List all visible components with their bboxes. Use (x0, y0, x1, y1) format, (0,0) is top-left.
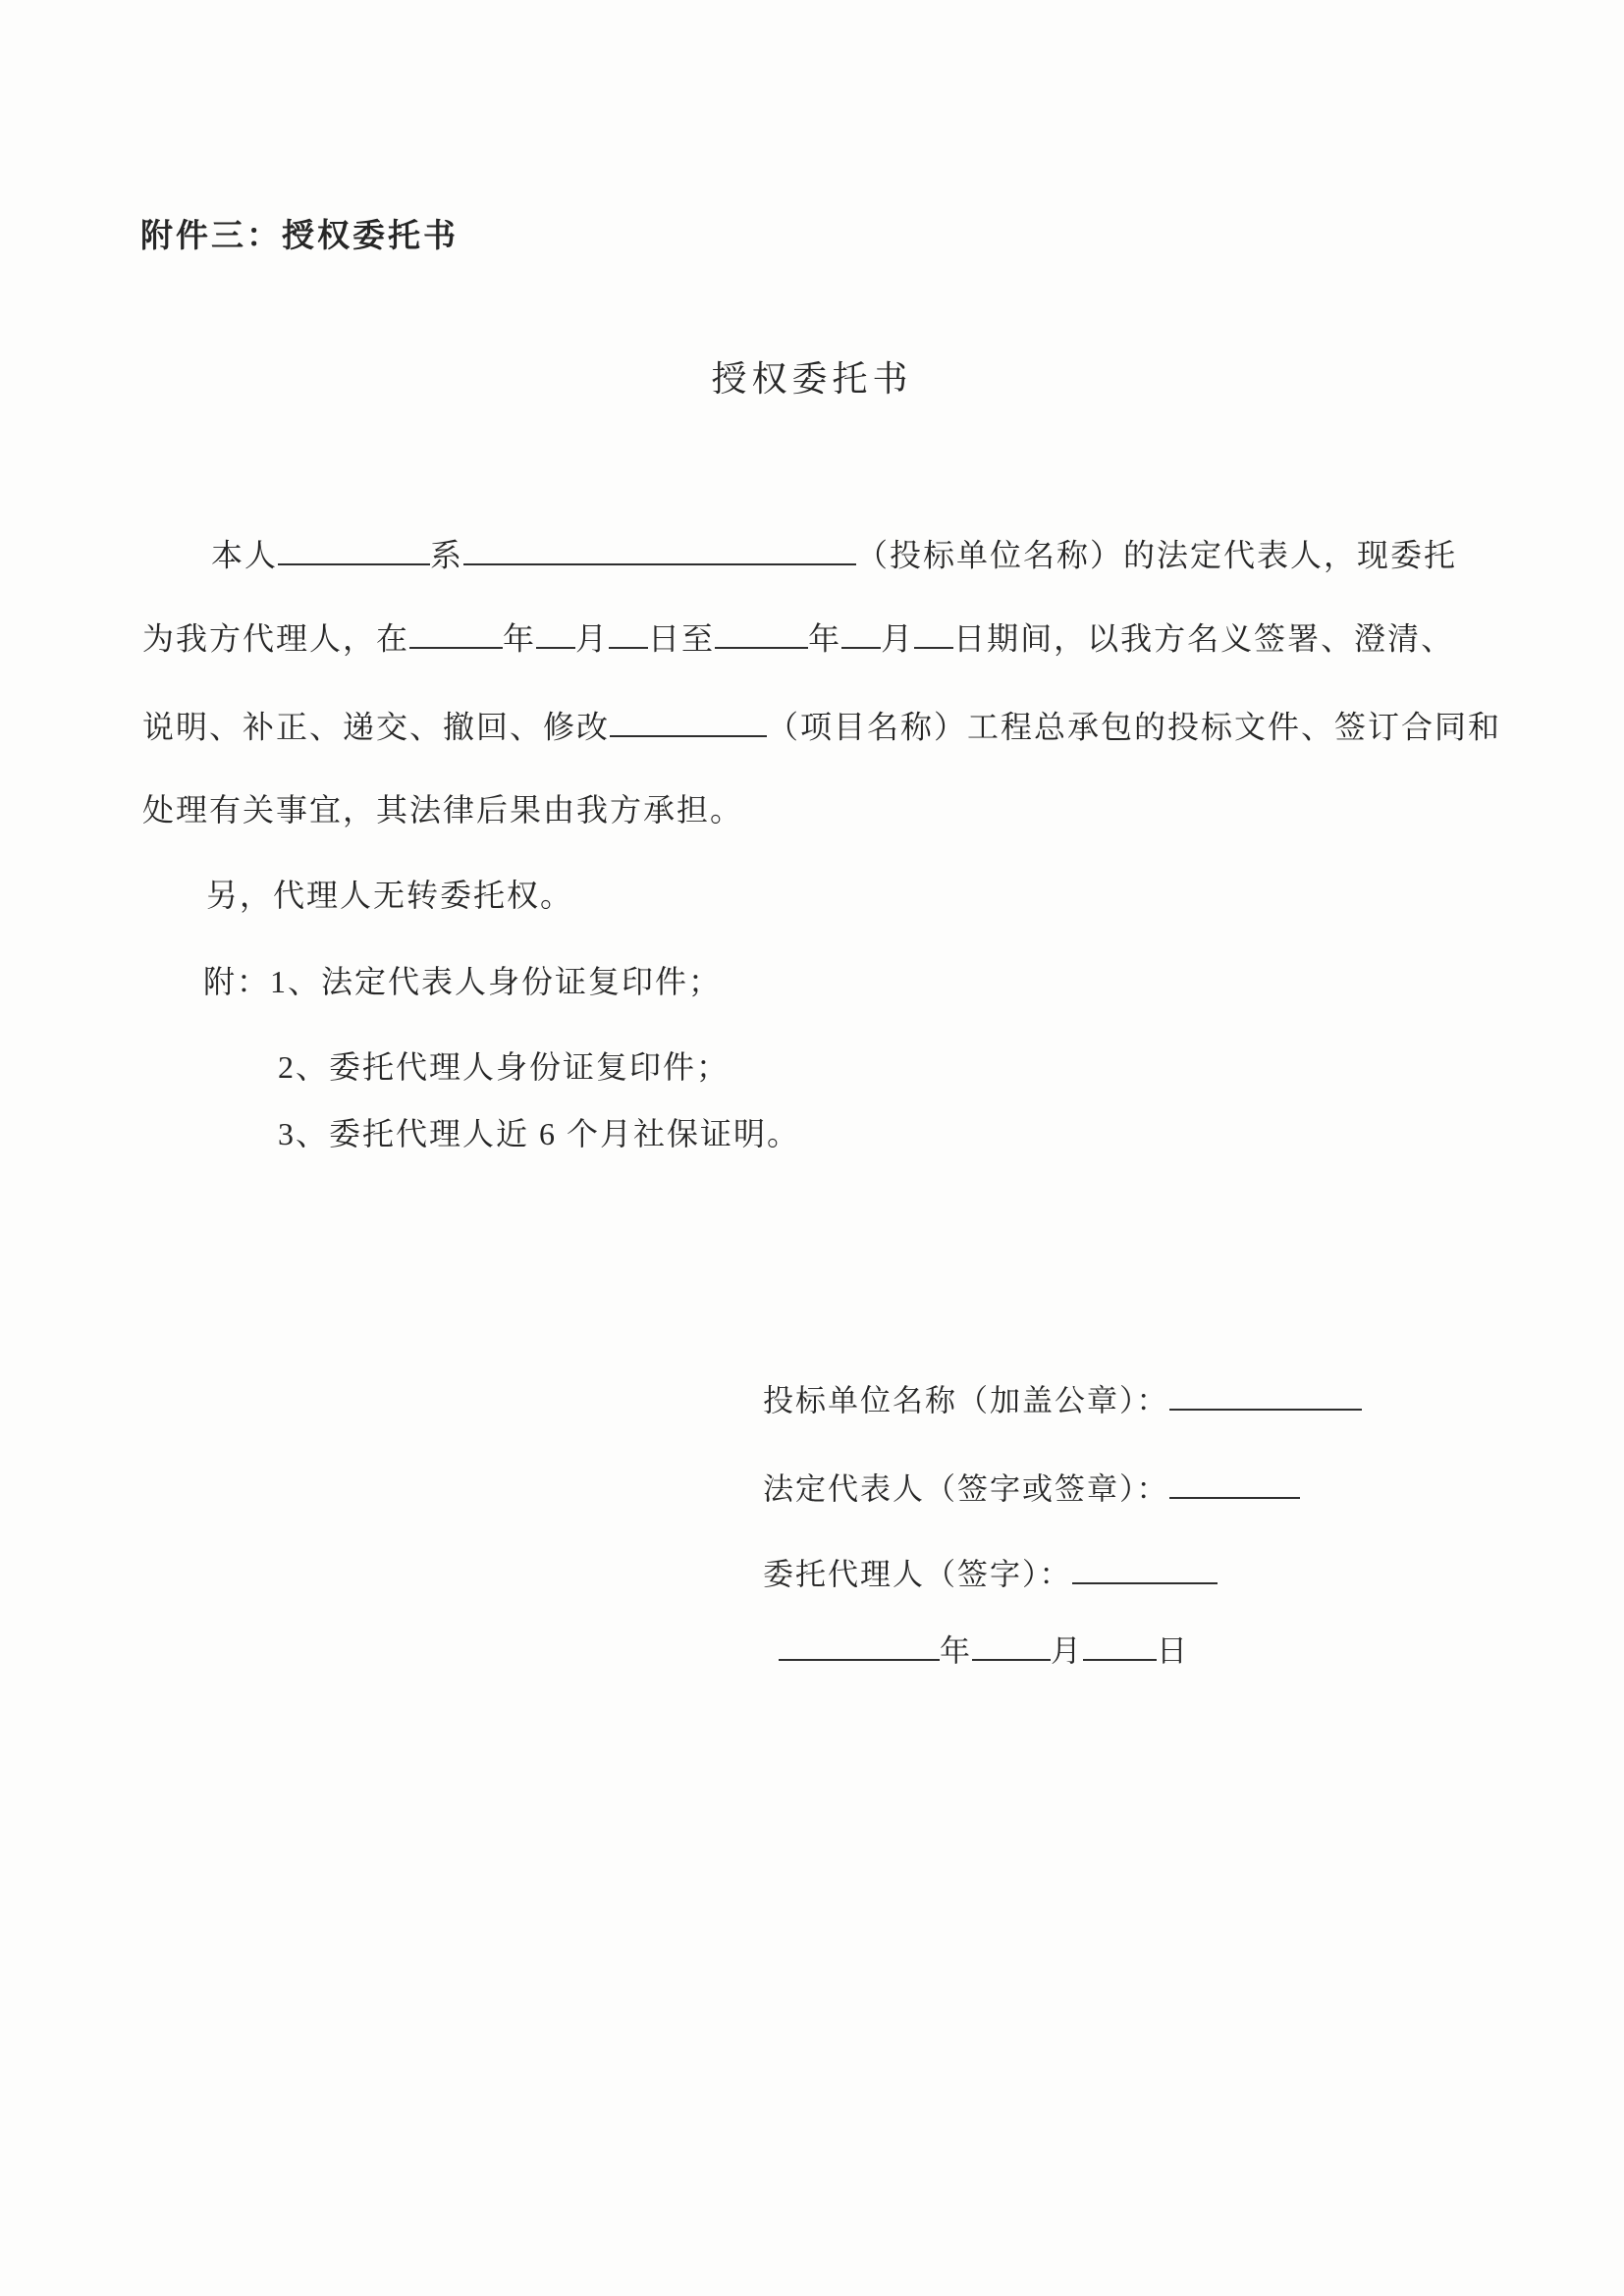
text-date-day: 日 (1157, 1633, 1189, 1669)
text-agent-label: 委托代理人（签字）： (763, 1557, 1072, 1592)
signature-agent-line (763, 1554, 1218, 1592)
blank-start-month (536, 617, 575, 649)
text-bidder-label: 投标单位名称（加盖公章）： (763, 1383, 1169, 1418)
body-line-5 (206, 880, 573, 911)
blank-start-day (609, 617, 648, 649)
blank-end-year (715, 617, 808, 649)
signature-legal-rep-line (763, 1468, 1300, 1507)
text-actions: 说明、补正、递交、撤回、修改 (142, 709, 611, 745)
text-legal-rep-label: 法定代表人（签字或签章）： (763, 1471, 1169, 1507)
text-month2: 月 (881, 620, 915, 657)
text-attachment-2: 2、委托代理人身份证复印件； (278, 1049, 731, 1085)
signature-date-line (779, 1630, 1189, 1669)
body-line-3 (142, 706, 1502, 745)
text-period: 日期间，以我方名义签署、澄清、 (953, 620, 1455, 657)
blank-date-year (779, 1630, 940, 1661)
blank-principal-name (278, 534, 430, 565)
blank-project-name (610, 706, 767, 737)
text-agent-intro: 为我方代理人，在 (142, 620, 410, 657)
attachment-item-2 (278, 1051, 730, 1083)
text-project: （项目名称）工程总承包的投标文件、签订合同和 (767, 709, 1502, 745)
text-closing: 处理有关事宜，其法律后果由我方承担。 (142, 792, 744, 828)
text-day-to: 日至 (648, 620, 716, 657)
blank-company-name (463, 534, 856, 565)
text-attachment-3: 3、委托代理人近 6 个月社保证明。 (278, 1116, 801, 1151)
blank-end-month (841, 617, 881, 649)
blank-agent-signature (1072, 1554, 1218, 1584)
text-year2: 年 (808, 620, 842, 657)
attachment-heading: 附件三：授权委托书 (140, 219, 459, 254)
blank-start-year (409, 617, 503, 649)
blank-date-day (1083, 1630, 1157, 1661)
text-month1: 月 (575, 620, 610, 657)
body-line-1 (211, 534, 1458, 573)
text-date-year: 年 (940, 1633, 972, 1669)
text-person: 本人 (211, 537, 279, 573)
blank-legal-rep-signature (1169, 1468, 1300, 1499)
text-legal-rep: （投标单位名称）的法定代表人，现委托 (856, 537, 1458, 573)
attachment-item-1 (203, 966, 722, 997)
blank-date-month (972, 1630, 1051, 1661)
attachment-item-3 (278, 1118, 800, 1149)
signature-bidder-line (763, 1380, 1362, 1418)
text-year1: 年 (503, 620, 537, 657)
blank-end-day (914, 617, 953, 649)
text-no-subdelegation: 另，代理人无转委托权。 (206, 878, 574, 913)
text-is: 系 (430, 537, 464, 573)
body-line-4 (142, 794, 743, 826)
body-line-2 (142, 617, 1455, 657)
document-title: 授权委托书 (711, 359, 913, 399)
text-attachment-1: 附：1、法定代表人身份证复印件； (203, 964, 723, 999)
blank-bidder-name (1169, 1380, 1362, 1411)
text-date-month: 月 (1051, 1633, 1083, 1669)
